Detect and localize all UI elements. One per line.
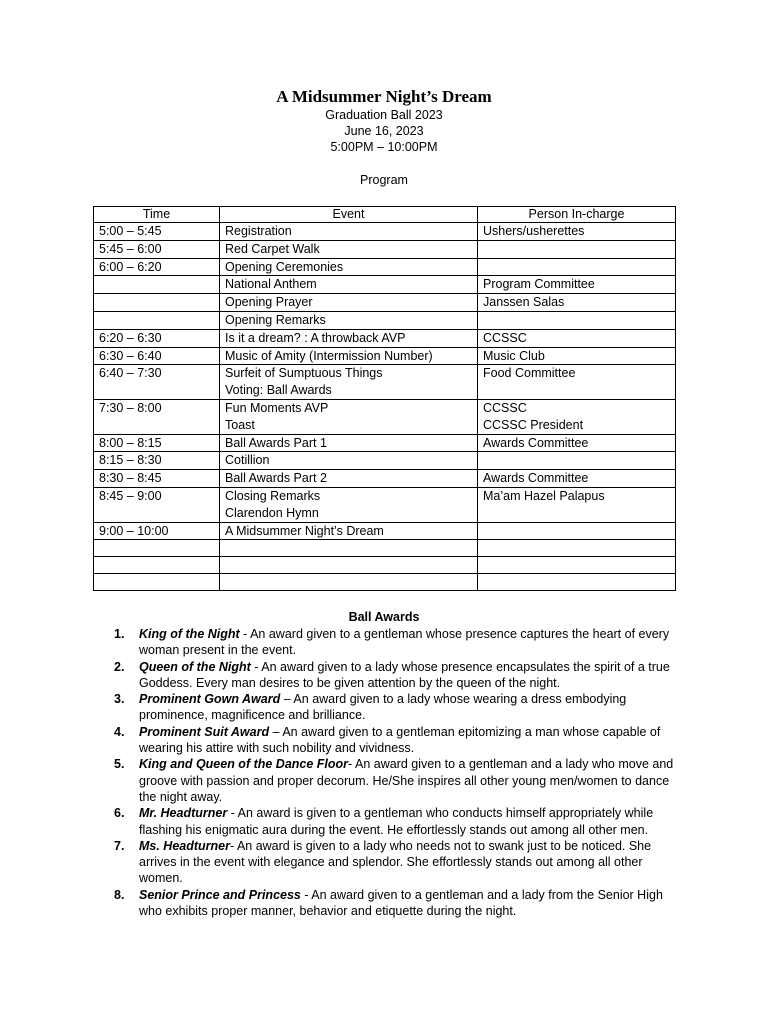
award-name: Queen of the Night <box>139 659 251 674</box>
person-cell-line: CCSSC President <box>483 417 584 432</box>
event-cell <box>220 557 478 574</box>
awards-title: Ball Awards <box>348 610 420 624</box>
time-cell: 6:00 – 6:20 <box>94 258 220 276</box>
event-cell <box>220 522 478 540</box>
award-number: 3. <box>114 692 125 707</box>
column-header-event: Event <box>220 207 478 223</box>
event-cell-line: Closing Remarks <box>225 488 321 503</box>
time-cell: 5:45 – 6:00 <box>94 240 220 258</box>
event-cell <box>220 434 478 452</box>
person-cell-line: CCSSC <box>483 400 527 415</box>
event-date: June 16, 2023 <box>344 124 424 138</box>
table-row <box>94 223 676 241</box>
awards-list <box>114 626 676 919</box>
award-number: 1. <box>114 627 125 641</box>
event-cell <box>220 470 478 488</box>
person-cell <box>478 540 676 557</box>
time-cell <box>94 294 220 312</box>
event-cell <box>220 347 478 365</box>
person-cell-line: Music Club <box>483 348 545 363</box>
table-row <box>94 365 676 400</box>
person-cell <box>478 240 676 258</box>
event-cell <box>220 540 478 557</box>
award-item <box>114 626 676 659</box>
document-title: A Midsummer Night’s Dream <box>276 87 492 106</box>
person-cell <box>478 557 676 574</box>
award-name: Mr. Headturner <box>139 806 228 821</box>
award-description: - An award given to a gentleman whose presence captures the heart of every woman present in the event. <box>139 627 670 658</box>
award-item <box>114 756 676 805</box>
award-name: King of the Night <box>139 627 240 641</box>
person-cell-line: Awards Committee <box>483 435 589 450</box>
event-cell <box>220 487 478 522</box>
event-cell-line: A Midsummer Night’s Dream <box>225 523 384 538</box>
person-cell-line: Food Committee <box>483 366 576 381</box>
award-number: 8. <box>114 887 125 902</box>
person-cell-line: Ma’am Hazel Palapus <box>483 488 605 503</box>
table-row <box>94 487 676 522</box>
event-cell <box>220 294 478 312</box>
award-description: - An award given to a gentleman and a lady from the Senior High who exhibits proper manner, behavior and etiquette during the night. <box>139 887 663 919</box>
table-row <box>94 311 676 329</box>
person-cell <box>478 522 676 540</box>
award-description: - An award given to a lady whose presence encapsulates the spirit of a true Goddess. Every man desires to be given attention by the queen of the night. <box>139 659 670 690</box>
award-name: Prominent Gown Award <box>139 692 281 707</box>
person-cell-line <box>483 574 670 590</box>
event-cell-line: Opening Prayer <box>225 295 313 310</box>
time-cell: 6:20 – 6:30 <box>94 329 220 347</box>
event-cell-line: Red Carpet Walk <box>225 241 320 256</box>
event-cell-line: Fun Moments AVP <box>225 400 329 415</box>
program-label: Program <box>360 173 408 187</box>
award-number: 4. <box>114 724 125 739</box>
person-cell <box>478 347 676 365</box>
event-cell <box>220 258 478 276</box>
award-item <box>114 724 676 757</box>
table-row <box>94 434 676 452</box>
time-cell <box>94 276 220 294</box>
event-cell <box>220 399 478 434</box>
award-description: – An award given to a gentleman epitomizing a man whose capable of wearing his attire with such nobility and vividness. <box>139 724 661 756</box>
table-row <box>94 294 676 312</box>
award-number: 5. <box>114 757 125 772</box>
time-cell: 8:00 – 8:15 <box>94 434 220 452</box>
table-row <box>94 574 676 591</box>
event-cell-line: Music of Amity (Intermission Number) <box>225 348 433 363</box>
time-cell <box>94 311 220 329</box>
person-cell <box>478 311 676 329</box>
person-cell-line <box>483 557 670 573</box>
event-cell-line: Voting: Ball Awards <box>225 383 332 398</box>
event-cell-line: Is it a dream? : A throwback AVP <box>225 330 406 345</box>
person-cell <box>478 258 676 276</box>
event-cell-line: Surfeit of Sumptuous Things <box>225 366 383 381</box>
award-number: 7. <box>114 838 125 853</box>
event-cell <box>220 311 478 329</box>
award-item <box>114 887 676 920</box>
event-cell <box>220 574 478 591</box>
person-cell <box>478 329 676 347</box>
person-cell <box>478 276 676 294</box>
person-cell-line <box>483 312 670 328</box>
event-cell-line: Ball Awards Part 2 <box>225 471 327 486</box>
table-row <box>94 522 676 540</box>
document-subtitle: Graduation Ball 2023 <box>325 108 443 122</box>
event-cell-line <box>225 540 472 556</box>
table-row <box>94 329 676 347</box>
award-item <box>114 838 676 887</box>
time-cell <box>94 540 220 557</box>
event-cell-line: Registration <box>225 224 292 238</box>
person-cell <box>478 574 676 591</box>
table-row <box>94 240 676 258</box>
event-cell-line: Cotillion <box>225 453 270 468</box>
time-cell: 8:45 – 9:00 <box>94 487 220 522</box>
event-cell <box>220 240 478 258</box>
award-item <box>114 805 676 838</box>
person-cell-line <box>483 540 670 556</box>
award-name: Prominent Suit Award <box>139 724 270 739</box>
time-cell: 7:30 – 8:00 <box>94 399 220 434</box>
person-cell-line: Program Committee <box>483 277 595 292</box>
table-row <box>94 470 676 488</box>
time-cell: 8:30 – 8:45 <box>94 470 220 488</box>
event-cell <box>220 329 478 347</box>
event-cell-line: Opening Remarks <box>225 312 326 327</box>
event-cell-line: Ball Awards Part 1 <box>225 435 327 450</box>
award-description: - An award is given to a lady who needs not to swank just to be noticed. She arrives in the event with elegance and splendor. She effortlessly stands out among all other women. <box>139 838 652 886</box>
event-cell-line: Opening Ceremonies <box>225 259 344 274</box>
person-cell <box>478 399 676 434</box>
column-header-time: Time <box>94 207 220 223</box>
award-description: – An award given to a lady whose wearing a dress embodying prominence, magnificence and brilliance. <box>139 692 627 723</box>
event-cell-line <box>225 574 472 590</box>
column-header-person: Person In-charge <box>478 207 676 223</box>
time-cell: 5:00 – 5:45 <box>94 223 220 241</box>
person-cell-line: Awards Committee <box>483 471 589 486</box>
award-description: - An award is given to a gentleman who conducts himself appropriately while flashing his enigmatic aura during the event. He effortlessly stands out among all other men. <box>139 806 654 837</box>
person-cell <box>478 452 676 470</box>
event-cell-line <box>225 557 472 573</box>
table-row <box>94 276 676 294</box>
person-cell-line <box>483 452 670 468</box>
table-row <box>94 540 676 557</box>
table-header-row <box>94 207 676 223</box>
event-cell-line: National Anthem <box>225 277 317 292</box>
person-cell <box>478 223 676 241</box>
time-cell: 9:00 – 10:00 <box>94 522 220 540</box>
event-cell <box>220 365 478 400</box>
person-cell <box>478 487 676 522</box>
person-cell-line <box>483 523 670 539</box>
person-cell <box>478 434 676 452</box>
event-cell <box>220 452 478 470</box>
person-cell <box>478 470 676 488</box>
award-name: Ms. Headturner <box>139 838 230 853</box>
award-name: Senior Prince and Princess <box>139 887 301 902</box>
table-row <box>94 347 676 365</box>
table-row <box>94 557 676 574</box>
person-cell-line: Janssen Salas <box>483 295 565 310</box>
table-row <box>94 399 676 434</box>
time-cell <box>94 574 220 591</box>
table-row <box>94 452 676 470</box>
event-cell <box>220 276 478 294</box>
person-cell-line: Ushers/usherettes <box>483 224 585 238</box>
award-item <box>114 691 676 724</box>
person-cell-line: CCSSC <box>483 330 527 345</box>
time-cell: 8:15 – 8:30 <box>94 452 220 470</box>
person-cell-line <box>483 259 670 275</box>
time-cell: 6:40 – 7:30 <box>94 365 220 400</box>
time-cell: 6:30 – 6:40 <box>94 347 220 365</box>
event-cell-line: Clarendon Hymn <box>225 505 319 520</box>
award-item <box>114 659 676 692</box>
award-number: 2. <box>114 659 125 674</box>
person-cell-line <box>483 241 670 257</box>
event-cell <box>220 223 478 241</box>
event-cell-line: Toast <box>225 417 255 432</box>
award-description: - An award given to a gentleman and a lady who move and groove with passion and proper decorum. He/She inspires all other young men/women to dance the night away. <box>139 757 674 804</box>
award-name: King and Queen of the Dance Floor <box>139 757 349 772</box>
award-number: 6. <box>114 806 125 821</box>
person-cell <box>478 294 676 312</box>
event-time: 5:00PM – 10:00PM <box>330 140 438 154</box>
table-row <box>94 258 676 276</box>
program-table <box>93 206 676 591</box>
time-cell <box>94 557 220 574</box>
person-cell <box>478 365 676 400</box>
